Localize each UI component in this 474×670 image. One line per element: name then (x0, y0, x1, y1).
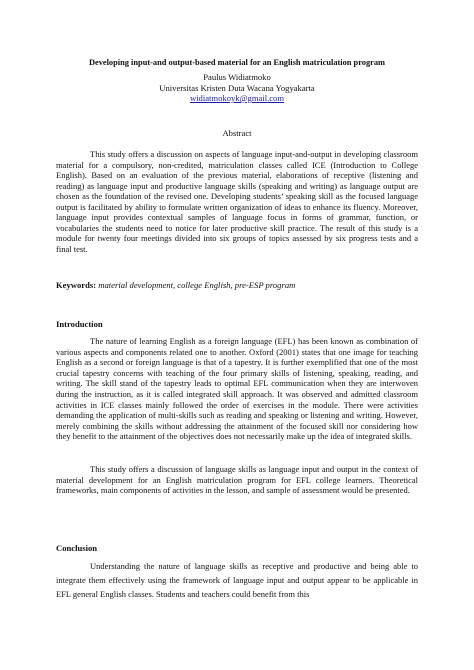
introduction-paragraph: The nature of learning English as a foreign language (EFL) has been known as combination of various aspects and components related one to another. Oxford (2001) states that one image for teaching English as a second or foreign language is that of a tapestry. It is further exemplified that one of the most crucial tapestry concerns with teaching of the four primary skills of listening, speaking, reading, and writing. The skill stand of the tapestry leads to optimal EFL communication when they are interwoven during the instruction, as it is called integrated skill approach. It was observed and admitted classroom activities in ICE classes mainly followed the order of exercises in the module. There were activities demanding the application of multi-skills such as reading and speaking or listening and writing. However, merely combining the skills without addressing the attainment of the focused skill nor considering how they benefit to the attainment of the objectives does not necessarily make up the idea of integrated skills. (56, 336, 418, 442)
paper-title: Developing input-and output-based material for an English matriculation program (88, 58, 386, 67)
abstract-heading: Abstract (222, 128, 252, 138)
conclusion-paragraph: Understanding the nature of language skills as receptive and productive and being able to integrate them effectively using the framework of language input and output appear to be applicable in EFL general English classes. Students and teachers could benefit from this (56, 561, 418, 599)
keywords-label: Keywords: (56, 280, 97, 290)
conclusion-heading: Conclusion (56, 543, 98, 553)
introduction-heading: Introduction (56, 319, 103, 329)
author-block (60, 72, 414, 104)
author-affiliation: Universitas Kristen Duta Wacana Yogyakarta (159, 82, 315, 93)
author-name: Paulus Widiatmoko (203, 72, 271, 82)
keywords-line (56, 280, 418, 291)
introduction-paragraph: This study offers a discussion of language skills as language input and output in the context of material development for an English matriculation program for EFL college learners. Theoretical frameworks, main components of activities in the lesson, and sample of assessment would be presented. (56, 464, 418, 496)
abstract-text: This study offers a discussion on aspects of language input-and-output in developing classroom material for a compulsory, non-credited, matriculation classes called ICE (Introduction to College English). Based on an evaluation of the previous material, elaborations of receptive (listening and reading) as language input and productive language skills (speaking and writing) as language output are chosen as the foundation of the revised one. Developing students’ speaking skill as the focused language output is facilitated by ability to formulate written organization of ideas to enhance its fluency. Moreover, language input provides contextual samples of language focus in forms of grammar, function, or vocabularies the students need to notice for later productive skill practice. The result of this study is a module for twenty four meetings divided into six groups of topics assessed by six progress tests and a final test. (56, 149, 418, 254)
keywords-text: material development, college English, pre-ESP program (98, 280, 296, 290)
author-email-link[interactable]: widiatmokoyk@gmail.com (189, 93, 285, 103)
